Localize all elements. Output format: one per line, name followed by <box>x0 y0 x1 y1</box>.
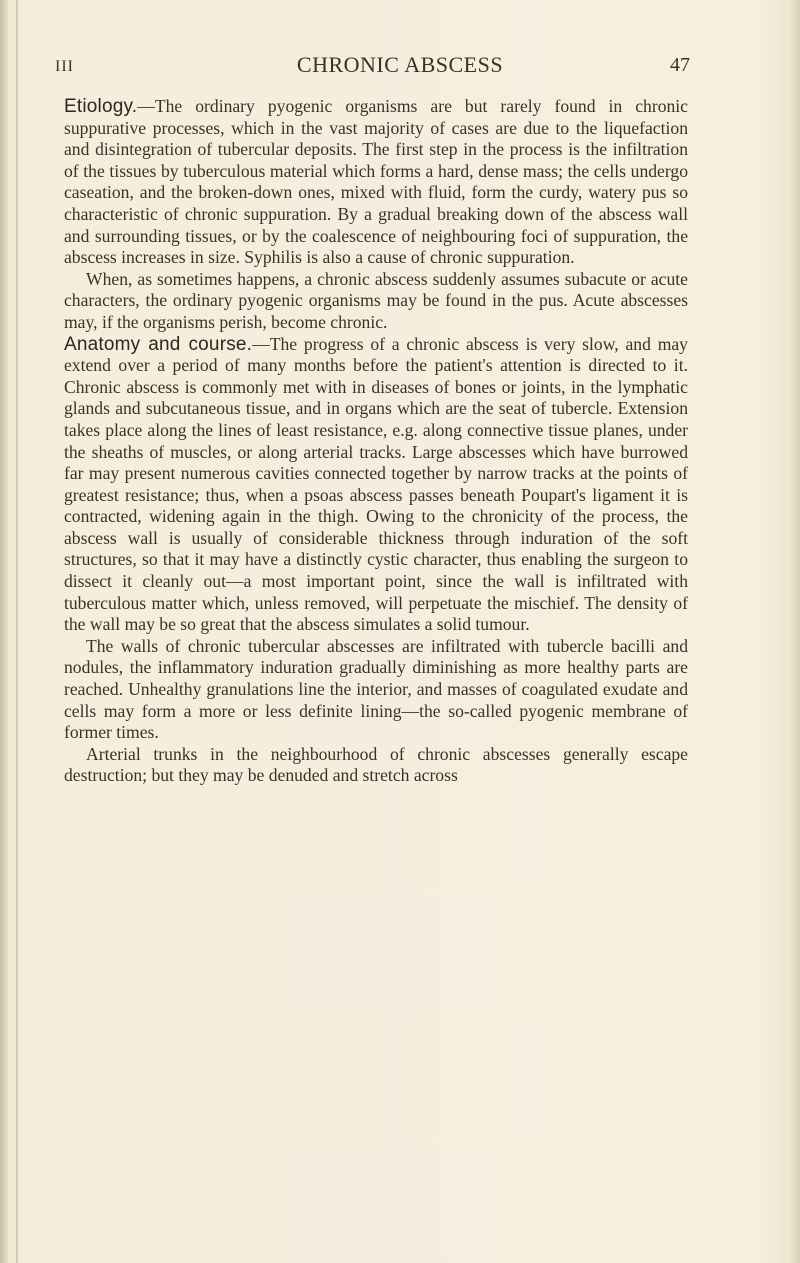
running-head: CHRONIC ABSCESS <box>296 52 504 77</box>
paragraph-text: Arterial trunks in the neighbourhood of chronic abscesses generally escape destruction; but they may be denuded and stretch across <box>64 743 688 786</box>
page-folio: 47 <box>670 54 690 76</box>
section-heading-anatomy: Anatomy and course. <box>64 333 253 355</box>
paragraph-text: When, as sometimes happens, a chronic abscess suddenly assumes subacute or acute characters, the ordinary pyogenic organisms may be found in the pus. Acute abscesses may, if the organisms perish, become chronic. <box>64 268 688 332</box>
page-header <box>55 52 755 86</box>
page-binding-edge <box>0 0 8 1263</box>
body-text-block <box>64 96 688 787</box>
paragraph-anatomy-course <box>64 334 688 636</box>
paragraph-walls <box>64 636 688 744</box>
page-margin-rule <box>16 0 18 1263</box>
paragraph-text: —The ordinary pyogenic organisms are but rarely found in chronic suppurative processes, which in the vast majority of cases are due to the liquefaction and disintegration of tubercular deposits. The first step in the process is the infiltration of the tissues by tuberculous material which forms a hard, dense mass; the cells undergo caseation, and the broken-down ones, mixed with fluid, form the curdy, watery pus so characteristic of chronic suppuration. By a gradual breaking down of the abscess wall and surrounding tissues, or by the coalescence of neighbouring foci of suppuration, the abscess increases in size. Syphilis is also a cause of chronic suppuration. <box>64 96 688 268</box>
page-right-edge <box>788 0 800 1263</box>
paragraph-acute-change <box>64 269 688 334</box>
section-heading-etiology: Etiology. <box>64 96 138 117</box>
paragraph-text: —The progress of a chronic abscess is very slow, and may extend over a period of many months before the patient's attention is directed to it. Chronic abscess is commonly met with in diseases of bones or joints, in the lymphatic glands and subcutaneous tissue, and in organs which are the seat of tubercle. Extension takes place along the lines of least resistance, e.g. along connective tissue planes, under the sheaths of muscles, or along arterial tracks. Large abscesses which have burrowed far may present numerous cavities connected together by narrow tracks at the points of greatest resistance; thus, when a psoas abscess passes beneath Poupart's ligament it is contracted, widening again in the thigh. Owing to the chronicity of the process, the abscess wall is usually of considerable thickness through induration of the soft structures, so that it may have a distinctly cystic character, thus enabling the surgeon to dissect it cleanly out—a most important point, since the wall is infiltrated with tuberculous matter which, unless removed, will perpetuate the mischief. The density of the wall may be so great that the abscess simulates a solid tumour. <box>64 333 688 635</box>
paragraph-etiology <box>64 96 688 269</box>
paragraph-text: The walls of chronic tubercular abscesses are infiltrated with tubercle bacilli and nodules, the inflammatory induration gradually diminishing as more healthy parts are reached. Unhealthy granulations line the interior, and masses of coagulated exudate and cells may form a more or less definite lining—the so-called pyogenic membrane of former times. <box>64 635 688 743</box>
paragraph-arterial-trunks <box>64 744 688 787</box>
chapter-number: III <box>55 58 74 75</box>
